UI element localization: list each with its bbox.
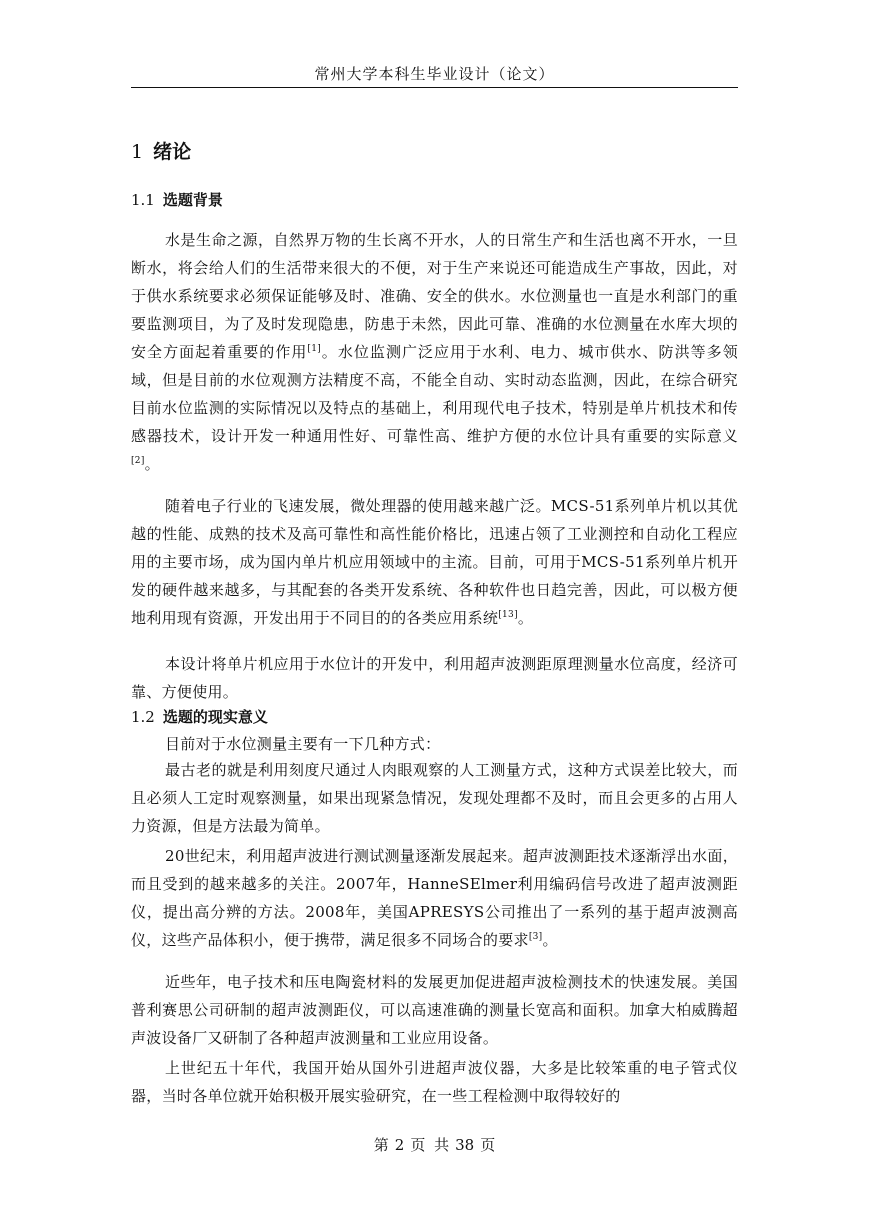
header-rule: [131, 87, 738, 88]
paragraph-text: 本设计将单片机应用于水位计的开发中，利用超声波测距原理测量水位高度，经济可靠、方便使用。: [131, 655, 738, 701]
chapter-title: 绪论: [153, 141, 192, 163]
page-label-mid: 页 共: [410, 1136, 450, 1154]
paragraph-significance-3: [131, 842, 738, 954]
citation-ref: [3]: [528, 932, 543, 942]
page-label-post: 页: [480, 1136, 496, 1154]
page-label-pre: 第: [373, 1136, 389, 1154]
paragraph-text: 随着电子行业的飞速发展，微处理器的使用越来越广泛。MCS-51系列单片机以其优越的性能、成熟的技术及高可靠性和高性能价格比，迅速占领了工业测控和自动化工程应用的主要市场，成为国内单片机应用领域中的主流。目前，可用于MCS-51系列单片机开发的硬件越来越多，与其配套的各类开发系统、各种软件也日趋完善，因此，可以极方便地利用现有资源，开发出用于不同目的的各类应用系统: [131, 497, 738, 627]
page-header-title: 常州大学本科生毕业设计（论文）: [314, 65, 555, 83]
paragraph-text: 最古老的就是利用刻度尺通过人肉眼观察的人工测量方式，这种方式误差比较大，而且必须人工定时观察测量，如果出现紧急情况，发现处理都不及时，而且会更多的占用人力资源，但是方法最为简单。: [131, 761, 738, 835]
paragraph-text: 20世纪末，利用超声波进行测试测量逐渐发展起来。超声波测距技术逐渐浮出水面，而且受到的越来越多的关注。2007年，HanneSElmer利用编码信号改进了超声波测距仪，提出高分辨的方法。2008年，美国APRESYS公司推出了一系列的基于超声波测高仪，这些产品体积小，便于携带，满足很多不同场合的要求: [131, 847, 738, 949]
paragraph-text: 。: [517, 609, 534, 627]
paragraph-significance-5: [131, 1054, 738, 1110]
chapter-heading: [131, 139, 191, 165]
paragraph-text: 。: [144, 455, 160, 473]
paragraph-text: 。: [542, 931, 558, 949]
paragraph-text: 水是生命之源，自然界万物的生长离不开水，人的日常生产和生活也离不开水，一旦断水，将会给人们的生活带来很大的不便，对于生产来说还可能造成生产事故，因此，对于供水系统要求必须保证能够及时、准确、安全的供水。水位测量也一直是水利部门的重要监测项目，为了及时发现隐患，防患于未然，因此可靠、准确的水位测量在水库大坝的安全方面起着重要的作用: [131, 231, 738, 361]
paragraph-significance-1: [131, 730, 738, 758]
paragraph-text: 目前对于水位测量主要有一下几种方式：: [165, 735, 441, 753]
citation-ref: [13]: [498, 610, 518, 620]
citation-ref: [1]: [307, 344, 322, 354]
paragraph-text: 近些年，电子技术和压电陶瓷材料的发展更加促进超声波检测技术的快速发展。美国普利赛思公司研制的超声波测距仪，可以高速准确的测量长宽高和面积。加拿大柏威腾超声波设备厂又研制了各种超声波测量和工业应用设备。: [131, 973, 738, 1047]
section-heading-1-2: [131, 706, 268, 728]
paragraph-significance-4: [131, 968, 738, 1052]
citation-ref: [2]: [131, 456, 145, 466]
section-title: 选题的现实意义: [162, 708, 268, 726]
section-heading-1-1: [131, 189, 223, 211]
paragraph-text: 。水位监测广泛应用于水利、电力、城市供水、防洪等多领域，但是目前的水位观测方法精度不高，不能全自动、实时动态监测，因此，在综合研究目前水位监测的实际情况以及特点的基础上，利用现代电子技术，特别是单片机技术和传感器技术，设计开发一种通用性好、可靠性高、维护方便的水位计具有重要的实际意义: [131, 343, 738, 445]
current-page-number: 2: [394, 1136, 405, 1154]
paragraph-background-3: [131, 650, 738, 706]
paragraph-background-1: [131, 226, 738, 478]
paragraph-significance-2: [131, 756, 738, 840]
paragraph-text: 上世纪五十年代，我国开始从国外引进超声波仪器，大多是比较笨重的电子管式仪器，当时各单位就开始积极开展实验研究，在一些工程检测中取得较好的: [131, 1059, 738, 1105]
chapter-number: 1: [131, 141, 144, 163]
paragraph-background-2: [131, 492, 738, 632]
section-number: 1.2: [131, 708, 155, 726]
section-number: 1.1: [131, 191, 155, 209]
page-footer: [131, 1134, 738, 1156]
section-title: 选题背景: [162, 191, 223, 209]
total-pages-number: 38: [455, 1136, 475, 1154]
